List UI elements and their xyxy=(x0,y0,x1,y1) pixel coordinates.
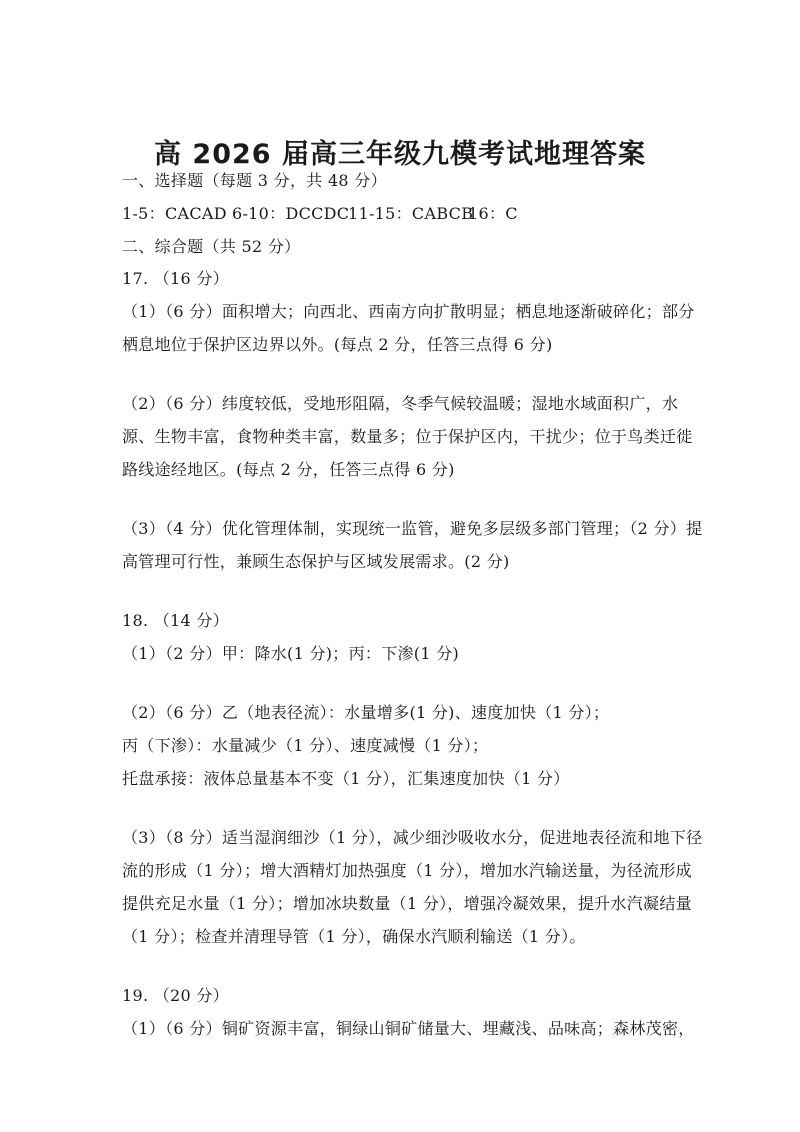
q17-part1-line2: 栖息地位于保护区边界以外。(每点 2 分，任答三点得 6 分) xyxy=(122,335,553,354)
q18-part3-line2: 流的形成（1 分）；增大酒精灯加热强度（1 分），增加水汽输送量，为径流形成 xyxy=(122,861,692,880)
q18-header: 18. （14 分） xyxy=(122,611,229,630)
answer-group-1-5: 1-5：CACAD xyxy=(122,204,227,223)
answer-group-6-10: 6-10：DCCDC xyxy=(232,204,350,223)
q17-part2-line2: 源、生物丰富，食物种类丰富，数量多；位于保护区内，干扰少；位于鸟类迁徙 xyxy=(122,427,693,446)
q18-part3-line3: 提供充足水量（1 分）；增加冰块数量（1 分），增强冷凝效果，提升水汽凝结量 xyxy=(122,894,692,913)
q17-header: 17. （16 分） xyxy=(122,269,229,288)
q19-header: 19. （20 分） xyxy=(122,986,229,1005)
answer-group-11-15: 11-15：CABCB xyxy=(348,204,474,223)
q18-part3-line4: （1 分）；检查并清理导管（1 分），确保水汽顺利输送（1 分）。 xyxy=(122,927,586,946)
q17-part2-line3: 路线途经地区。(每点 2 分，任答三点得 6 分) xyxy=(122,460,455,479)
q17-part3-line2: 高管理可行性，兼顾生态保护与区域发展需求。(2 分) xyxy=(122,552,510,571)
q17-part2-line1: （2）（6 分）纬度较低，受地形阻隔，冬季气候较温暖；湿地水域面积广，水 xyxy=(122,394,679,413)
q18-part1-line1: （1）（2 分）甲：降水(1 分)；丙：下渗(1 分) xyxy=(122,644,460,663)
q17-part1-line1: （1）（6 分）面积增大；向西北、西南方向扩散明显；栖息地逐渐破碎化；部分 xyxy=(122,302,695,321)
choice-answers-row xyxy=(122,203,518,225)
answer-group-16: 16：C xyxy=(468,204,518,223)
q17-part3-line1: （3）（4 分）优化管理体制，实现统一监管，避免多层级多部门管理；（2 分）提 xyxy=(122,519,703,538)
page-title: 高 2026 届高三年级九模考试地理答案 xyxy=(154,139,646,170)
section-choice-heading: 一、选择题（每题 3 分，共 48 分） xyxy=(122,171,387,190)
q18-part2-line3: 托盘承接：液体总量基本不变（1 分），汇集速度加快（1 分） xyxy=(122,769,570,788)
q18-part2-line1: （2）（6 分）乙（地表径流）：水量增多(1 分)、速度加快（1 分）； xyxy=(122,703,610,722)
q18-part3-line1: （3）（8 分）适当湿润细沙（1 分），减少细沙吸收水分，促进地表径流和地下径 xyxy=(122,828,703,847)
q18-part2-line2: 丙（下渗）：水量减少（1 分）、速度减慢（1 分）； xyxy=(122,736,489,755)
section-comprehensive-heading: 二、综合题（共 52 分） xyxy=(122,237,301,256)
q19-part1-line1: （1）（6 分）铜矿资源丰富，铜绿山铜矿储量大、埋藏浅、品味高；森林茂密， xyxy=(122,1019,695,1038)
